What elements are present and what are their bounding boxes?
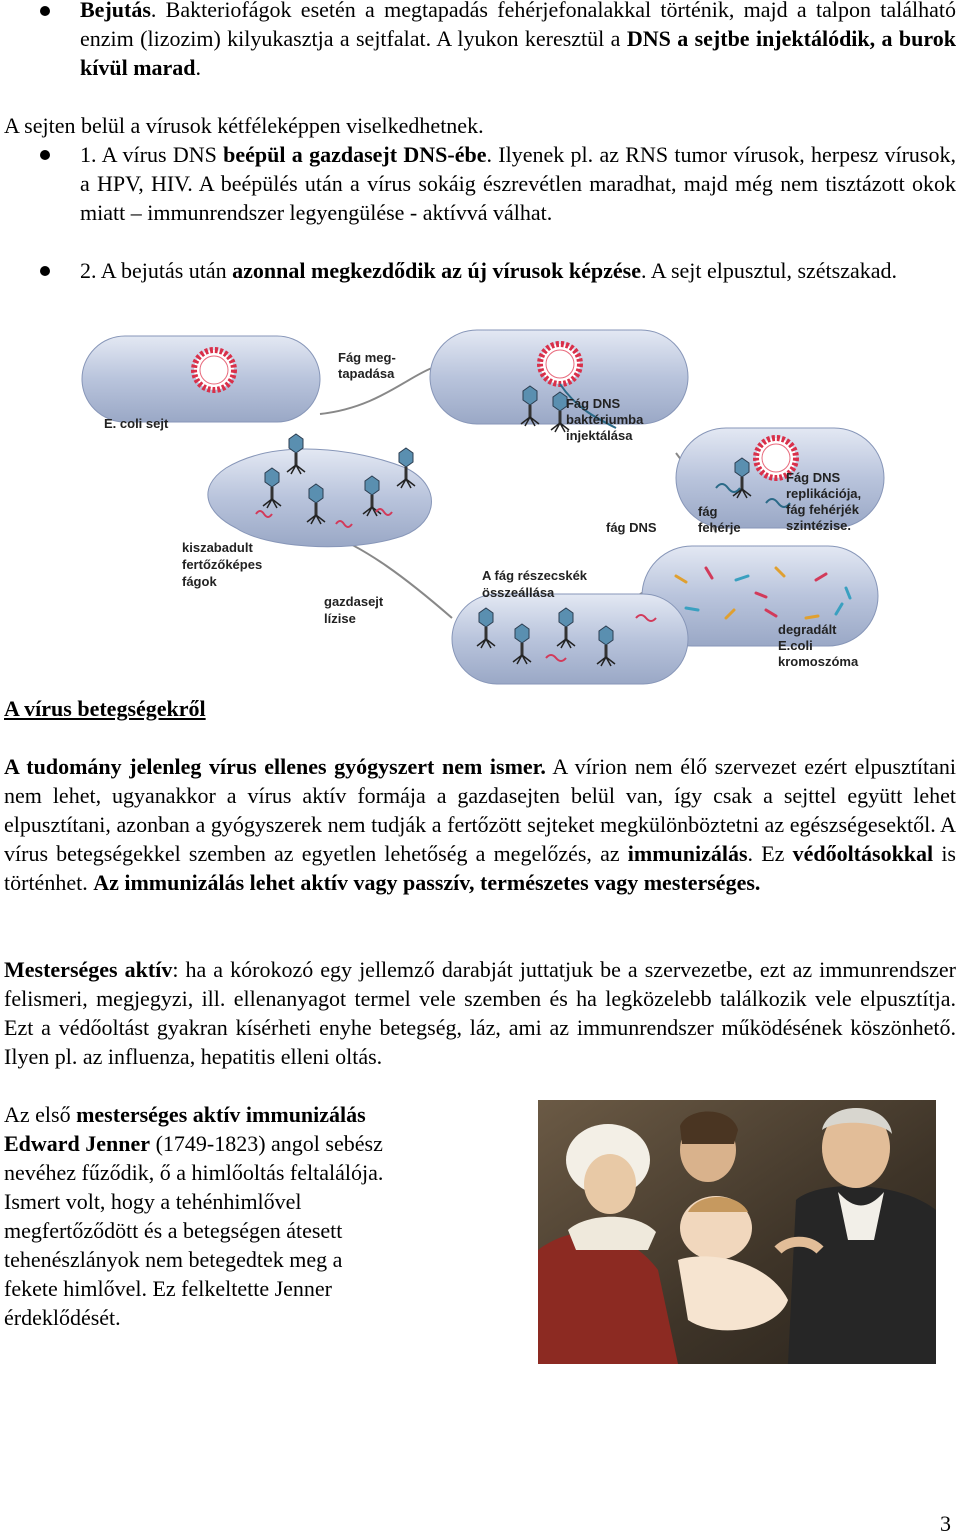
jenner-line: megfertőződött és a betegségen átesett	[4, 1218, 343, 1243]
jenner-line: Ismert volt, hogy a tehénhimlővel	[4, 1189, 302, 1214]
jenner-vaccination-painting	[538, 1100, 936, 1364]
label-degraded-chromosome: degradált E.coli kromoszóma	[778, 622, 859, 669]
jenner-line: tehenészlányok nem betegedtek meg a	[4, 1247, 343, 1272]
jenner-line: Az első mesterséges aktív immunizálás	[4, 1102, 366, 1127]
label-inject: Fág DNS baktériumba injektálása	[566, 396, 644, 443]
label-phage-protein: fág fehérje	[698, 504, 741, 535]
label-released-phages: kiszabadult fertőzőképes fágok	[182, 540, 263, 589]
jenner-line: Edward Jenner (1749-1823) angol sebész	[4, 1131, 383, 1156]
intro-line: A sejten belül a vírusok kétféleképpen viselkedhetnek.	[4, 113, 484, 138]
page-number: 3	[940, 1511, 951, 1536]
phage-lytic-cycle-figure	[76, 318, 888, 690]
bullet-bejutas: Bejutás. Bakteriofágok esetén a megtapadás fehérjefonalakkal történik, majd a talpon található enzim (lizozim) kilyukasztja a sejtfalat. A lyukon keresztül a DNS a sejtbe injektálódik, a burok kívül marad.	[80, 0, 956, 82]
bullet-1: 1. A vírus DNS beépül a gazdasejt DNS-ébe. Ilyenek pl. az RNS tumor vírusok, herpesz vírusok, a HPV, HIV. A beépülés után a vírus sokáig észrevétlen maradhat, majd még nem tisztázott okok miatt – immunrendszer legyengülése - aktívvá válhat.	[80, 142, 956, 225]
bullet-2: 2. A bejutás után azonnal megkezdődik az új vírusok képzése. A sejt elpusztul, szétszakad.	[80, 258, 898, 283]
label-ecoli: E. coli sejt	[104, 416, 169, 431]
label-phage-dna: fág DNS	[606, 520, 657, 535]
paragraph-treatment: A tudomány jelenleg vírus ellenes gyógyszert nem ismer. A vírion nem élő szervezet ezért elpusztítani nem lehet, ugyanakkor a vírus aktív formája a gazdasejten belül van, így csak a sejttel együtt lehet elpusztítani, azonban a gyógyszerek nem tudják a fertőzött sejteket megkülönböztetni az egészségesektől. A vírus betegségekkel szemben az egyetlen lehetőség a megelőzés, az immunizálás. Ez védőoltásokkal is történhet. Az immunizálás lehet aktív vagy passzív, természetes vagy mesterséges.	[4, 754, 956, 895]
label-assembly: A fág részecskék összeállása	[482, 568, 588, 600]
label-attach: Fág meg-tapadása	[338, 350, 396, 381]
bullet-dot	[40, 266, 50, 276]
jenner-line: fekete himlővel. Ez felkeltette Jenner	[4, 1276, 333, 1301]
label-lysis: gazdasejt lízise	[324, 594, 384, 626]
jenner-line: érdeklődését.	[4, 1305, 121, 1330]
section-heading: A vírus betegségekről	[4, 696, 206, 721]
label-replication: Fág DNS replikációja, fág fehérjék szintézise.	[786, 470, 862, 533]
paragraph-artificial-active: Mesterséges aktív: ha a kórokozó egy jellemző darabját juttatjuk be a szervezetbe, ezt az immunrendszer felismeri, megjegyzi, ill. ellenanyagot termel vele szemben és ha legközelebb találkozik vele elpusztítja. Ezt a védőoltást gyakran kísérheti enyhe betegség, láz, ami az immunrendszer működésének köszönhető. Ilyen pl. az influenza, hepatitis elleni oltás.	[4, 957, 956, 1069]
paragraph-jenner	[4, 1100, 524, 1332]
term-bejutas: Bejutás	[80, 0, 151, 22]
jenner-line: nevéhez fűződik, ő a himlőoltás feltalálója.	[4, 1160, 384, 1185]
bullet-dot	[40, 150, 50, 160]
bullet-dot	[40, 6, 50, 16]
